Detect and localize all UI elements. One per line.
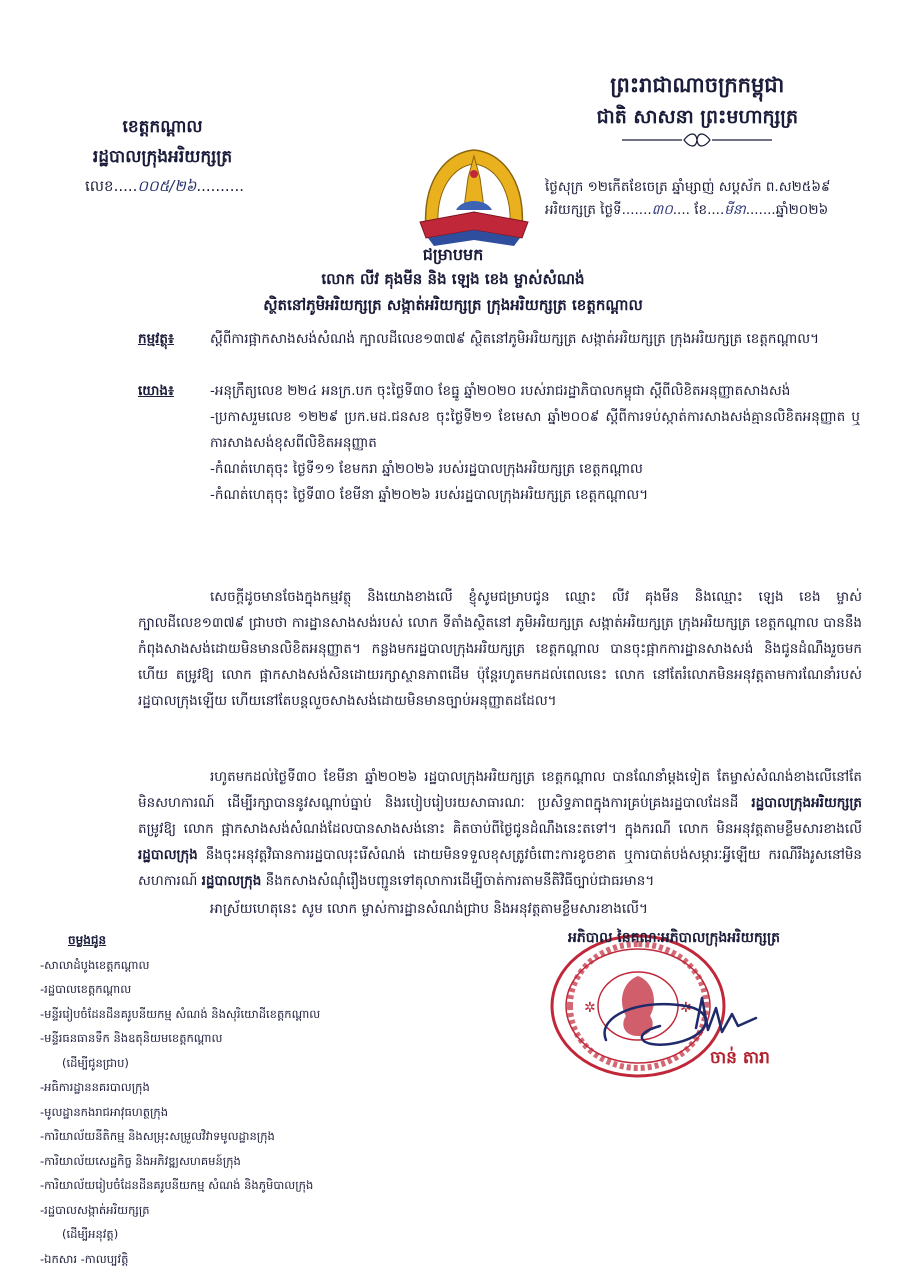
recipient-item: -មន្ទីរធនធានទឹក និងឧតុនិយមខេត្តកណ្ដាល [40,1031,223,1045]
closing-sentence: អាស្រ័យហេតុនេះ សូម លោក ម្ចាស់ការដ្ឋានសំណង់ជ្រាប និងអនុវត្តតាមខ្លឹមសារខាងលើ។ [210,901,648,917]
subject-label-text: កម្មវត្ថុ៖ [138,331,174,347]
recipient-note: (ដើម្បីជូនជ្រាប) [62,1055,129,1070]
recipients-list [40,928,320,1271]
recipient-item: -សាលាដំបូងខេត្តកណ្ដាល [40,957,150,972]
recipient-item: -ការិយាល័យសេដ្ឋកិច្ច និងអភិវឌ្ឍសហគមន៍ក្រុង [40,1153,241,1168]
svg-text:✲: ✲ [680,1000,692,1016]
reference-item: -កំណត់ហេតុចុះ ថ្ងៃទី១១ ខែមករា ឆ្នាំ២០២៦ របស់រដ្ឋបាលក្រុងអរិយក្សត្រ ខេត្តកណ្ដាល [210,461,643,477]
para2-emphasis-city: រដ្ឋបាលក្រុង [138,847,198,863]
recipient-item: -រដ្ឋបាលសង្កាត់អរិយក្សត្រ [40,1202,150,1217]
subject-text: ស្ដីពីការផ្អាកសាងសង់សំណង់ ក្បាលដីលេខ១៣៧៩ ស្ថិតនៅភូមិអរិយក្សត្រ សង្កាត់អរិយក្សត្រ ក្រុងអរិយក្សត្រ ខេត្តកណ្ដាល។ [210,331,819,347]
recipient-item: -ឯកសារ -កាលប្បវត្តិ [40,1251,129,1266]
references-list [210,378,860,508]
recipient-item: -រដ្ឋបាលខេត្តកណ្ដាល [40,982,132,996]
reference-item: -អនុក្រឹត្យលេខ ២២៤ អនក្រ.បក ចុះថ្ងៃទី៣០ ខែធ្នូ ឆ្នាំ២០២០ របស់រាជរដ្ឋាភិបាលកម្ពុជា ស្ដីពីលិខិតអនុញ្ញាតសាងសង់ [210,383,791,399]
kingdom-header [597,68,798,152]
references-label [138,378,174,404]
references-label-text: យោង៖ [138,383,174,399]
official-emblem-icon [418,138,530,248]
body-paragraph-2 [138,764,862,894]
date-block [545,176,830,222]
recipient-note: (ដើម្បីអនុវត្ត) [62,1227,119,1241]
para2-part-e: នឹងកសាងសំណុំរឿងបញ្ជូនទៅតុលាការដើម្បីចាត់ការតាមនីតិវិធីច្បាប់ជាធរមាន។ [265,873,655,889]
para2-part-c: តម្រូវឱ្យ លោក ផ្អាកសាងសង់សំណង់ដែលបានសាងសង់នោះ គិតចាប់ពីថ្ងៃជូនដំណឹងនេះតទៅ។ ក្នុងករណី លោក មិនអនុវត្តតាមខ្លឹមសារខាងលើ [138,821,862,837]
date-year: ឆ្នាំ២០២៦ [775,202,829,218]
national-motto: ជាតិ សាសនា ព្រះមហាក្សត្រ [596,106,798,128]
reference-value: ០០៥/២៦ [137,177,197,195]
para2-emphasis-city-2: រដ្ឋបាលក្រុង [201,873,262,889]
recipient-item: -ការិយាល័យនីតិកម្ម និងសម្រុះសម្រួលវិវាទមូលដ្ឋានក្រុង [40,1129,275,1143]
reference-label: លេខ [85,177,114,195]
recipient-item: -ការិយាល័យរៀបចំដែនដីនគរូបនីយកម្ម សំណង់ និងភូមិបាលក្រុង [40,1178,314,1192]
date-month: មីនា [724,202,746,218]
motto-ornament-icon [612,132,782,148]
body-paragraph-1: សេចក្ដីដូចមានចែងក្នុងកម្មវត្ថុ និងយោងខាងលើ ខ្ញុំសូមជម្រាបជូន ឈ្មោះ លីវ គុងមីន និងឈ្មោះ ឡេង ខេង ម្ចាស់ក្បាលដីលេខ១៣៧៩ ជ្រាបថា ការដ្ឋានសាងសង់របស់ លោក ទីតាំងស្ថិតនៅ ភូមិអរិយក្សត្រ សង្កាត់អរិយក្សត្រ ក្រុងអរិយក្សត្រ ខេត្តកណ្ដាល បាននឹងកំពុងសាងសង់ដោយមិនមានលិខិតអនុញ្ញាត។ កន្លងមករដ្ឋបាលក្រុងអរិយក្សត្រ ខេត្តកណ្ដាល បានចុះផ្អាកការដ្ឋានសាងសង់ និងជូនដំណឹងរួចមកហើយ តម្រូវឱ្យ លោក ផ្អាកសាងសង់សិនដោយរក្សាស្ថានភាពដើម ប៉ុន្តែរហូតមកដល់ពេលនេះ លោក នៅតែរំលោភមិនអនុវត្តតាមការណែនាំរបស់រដ្ឋបាលក្រុងឡើយ ហើយនៅតែបន្តលួចសាងសង់ដោយមិនមានច្បាប់អនុញ្ញាតដដែល។ [138,589,862,709]
date-place-label: អរិយក្សត្រ ថ្ងៃទី [545,202,622,218]
para2-emphasis-office: រដ្ឋបាលក្រុងអរិយក្សត្រ [751,795,862,811]
kingdom-title: ព្រះរាជាណាចក្រកម្ពុជា [610,73,785,97]
recipient-item: -អធិការដ្ឋាននគរបាលក្រុង [40,1080,150,1094]
recipient-item: -មូលដ្ឋានកងរាជអាវុធហត្ថក្រុង [40,1104,169,1119]
addressee-heading [0,242,906,319]
addressee-names: លោក លីវ គុងមីន និង ឡេង ខេង ម្ចាស់សំណង់ [321,270,585,288]
date-day: ៣០ [651,202,673,218]
reference-item: -ប្រកាសរួមលេខ ១២២៩ ប្រក.មដ.ជនសខ ចុះថ្ងៃទី២១ ខែមេសា ឆ្នាំ២០០៩ ស្ដីពីការទប់ស្កាត់ការសាងសង់គ្មានលិខិតអនុញ្ញាត ឬការសាងសង់ខុសពីលិខិតអនុញ្ញាត [210,409,860,451]
solar-date: អរិយក្សត្រ ថ្ងៃទី.......៣០.... ខែ....មីនា.......ឆ្នាំ២០២៦ [545,202,829,218]
office-name: រដ្ឋបាលក្រុងអរិយក្សត្រ [92,147,233,167]
province-name: ខេត្តកណ្ដាល [122,117,203,137]
addressee-location: ស្ថិតនៅភូមិអរិយក្សត្រ សង្កាត់អរិយក្សត្រ ក្រុងអរិយក្សត្រ ខេត្តកណ្ដាល [263,296,643,314]
subject-label [138,326,174,352]
svg-text:✲: ✲ [584,1000,596,1016]
salutation: ជម្រាបមក [422,245,484,264]
reference-number: លេខ.....០០៥/២៦.......... [85,177,244,195]
recipients-title: ចម្លងជូន [68,933,107,947]
reference-item: -កំណត់ហេតុចុះ ថ្ងៃទី៣០ ខែមីនា ឆ្នាំ២០២៦ របស់រដ្ឋបាលក្រុងអរិយក្សត្រ ខេត្តកណ្ដាល។ [210,487,649,503]
recipient-item: -មន្ទីររៀបចំដែនដីនគរូបនីយកម្ម សំណង់ និងសុរិយោដីខេត្តកណ្ដាល [40,1006,321,1021]
month-label: ខែ [694,202,708,218]
para2-part-a: រហូតមកដល់ថ្ងៃទី៣០ ខែមីនា ឆ្នាំ២០២៦ រដ្ឋបាលក្រុងអរិយក្សត្រ ខេត្តកណ្ដាល បានណែនាំម្ដងទៀត តែម្ចាស់សំណង់ខាងលើនៅតែមិនសហការណ៍ ដើម្បីរក្សាបាននូវសណ្ដាប់ធ្នាប់ និងរបៀបរៀបរយសាធារណៈ ប្រសិទ្ធភាពក្នុងការគ្រប់គ្រងរដ្ឋបាលដែនដី [138,769,862,811]
issuing-office [40,112,285,200]
signatory-title: អភិបាល នៃគណៈអភិបាលក្រុងអរិយក្សត្រ [568,930,781,946]
para2-part-d: នឹងចុះអនុវត្តវិធានការរដ្ឋបាលរុះរើសំណង់ ដោយមិនទទួលខុសត្រូវចំពោះការខូចខាត ឬការបាត់បង់សម្ភារៈអ្វីឡើយ ករណីរឹងរូសនៅមិនសហការណ៍ [138,847,862,889]
lunar-date: ថ្ងៃសុក្រ ១២កើតខែចេត្រ ឆ្នាំម្សាញ់ សប្ដស័ក ព.ស២៥៦៩ [545,179,831,195]
signatory-name: ចាន់ តារា [710,1048,770,1068]
